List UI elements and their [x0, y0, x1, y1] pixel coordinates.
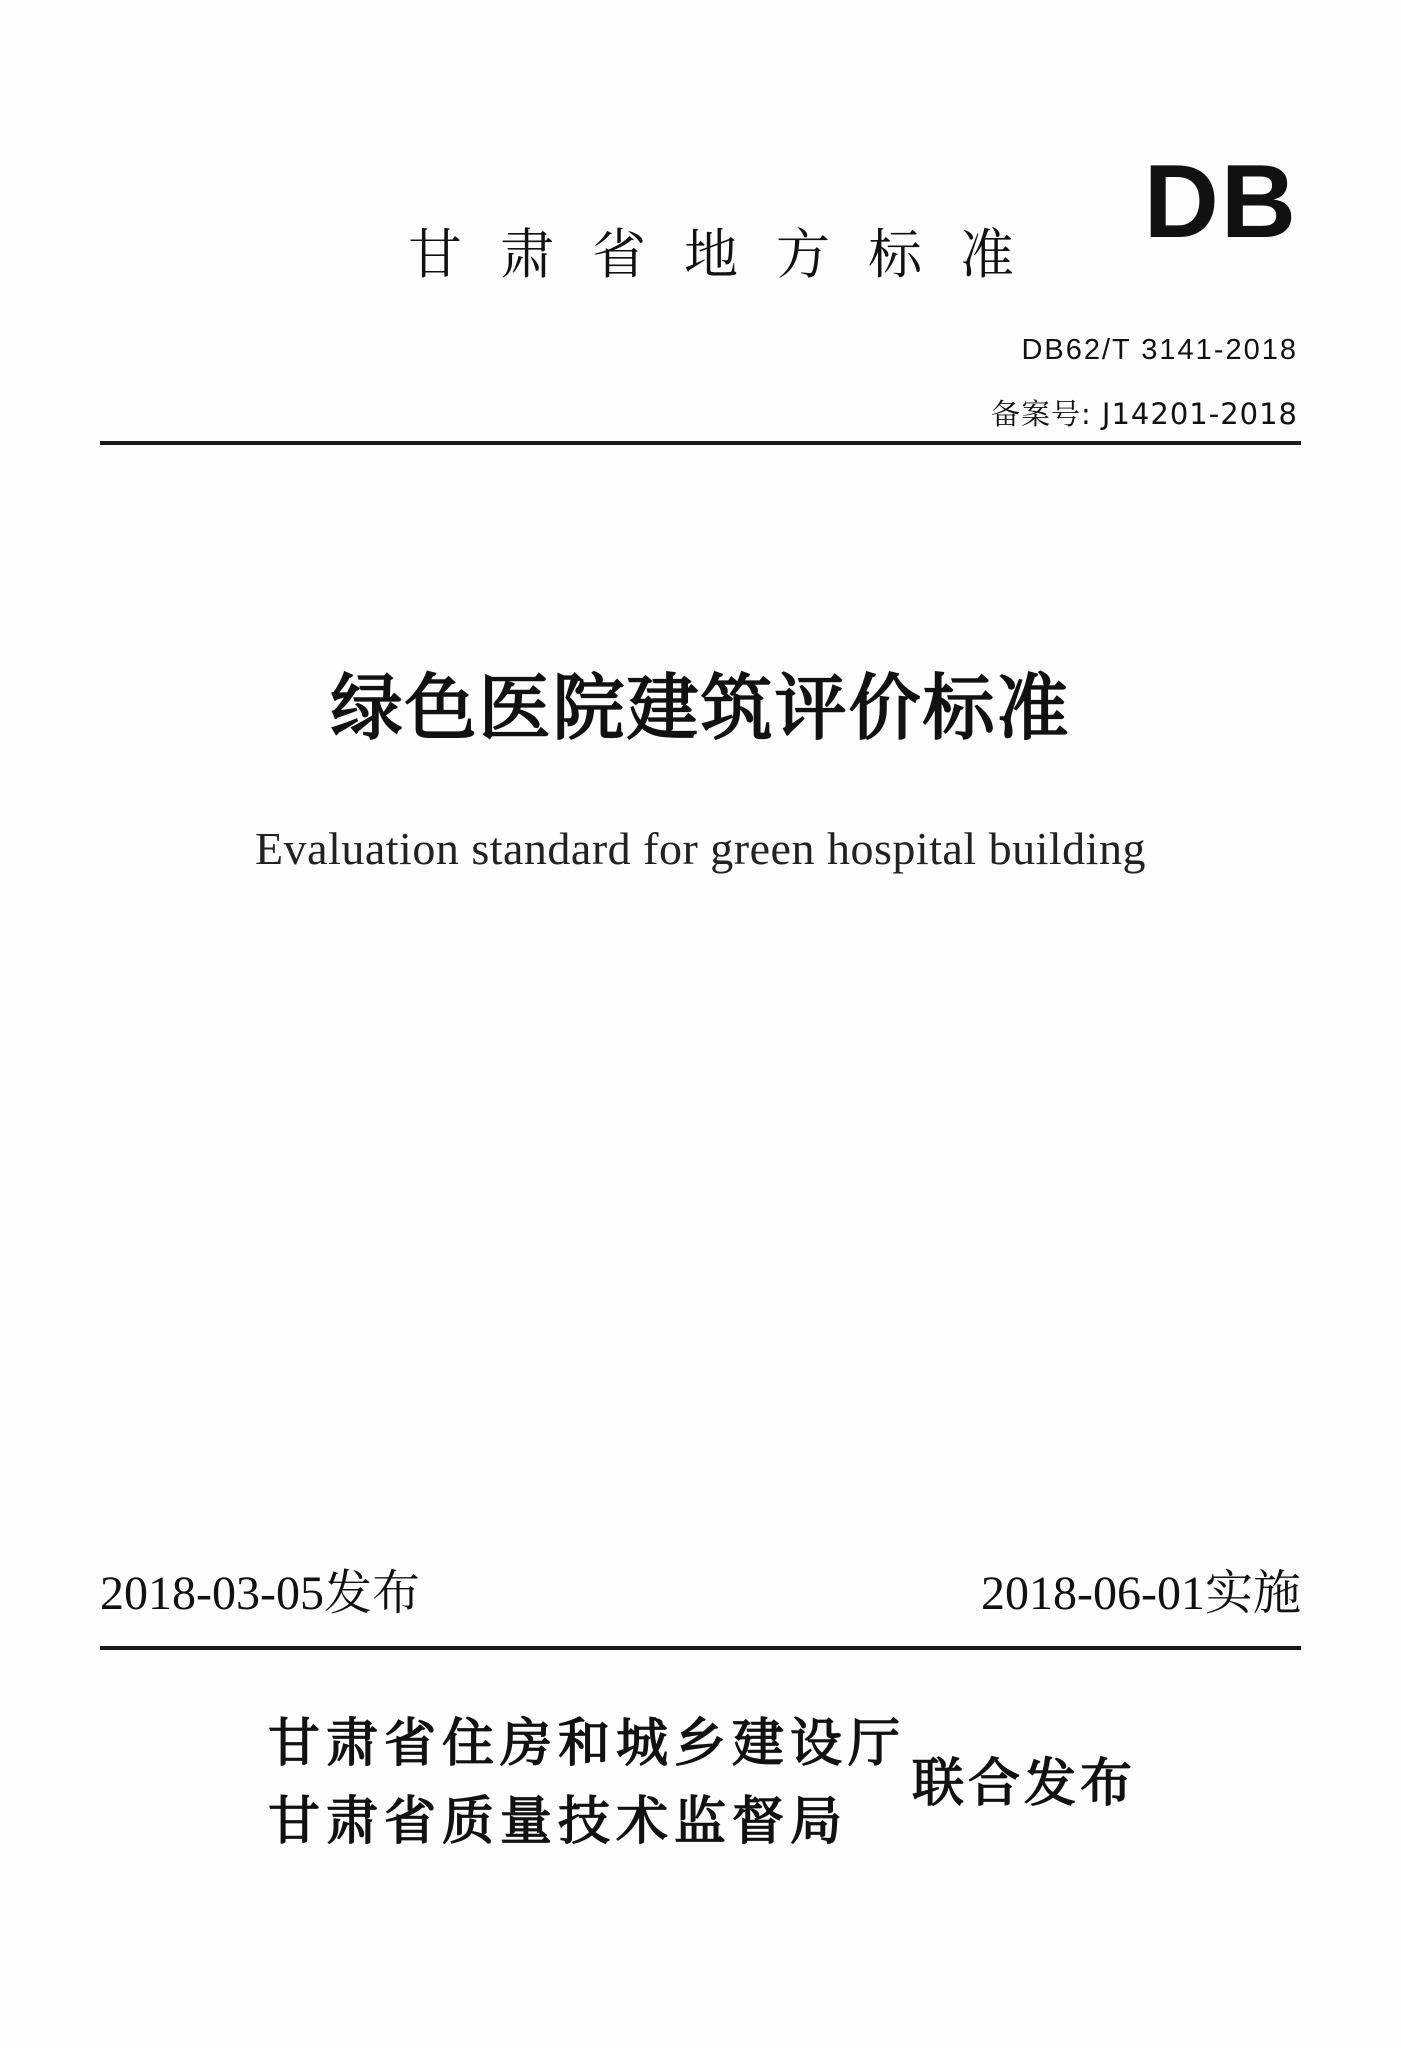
standard-code: DB62/T 3141-2018 [1021, 334, 1298, 366]
db-logo: DB [1143, 144, 1298, 260]
standard-type: 甘肃省地方标准 [408, 223, 1052, 286]
issue-date: 2018-03-05发布 [100, 1567, 420, 1620]
title-english: Evaluation standard for green hospital building [255, 823, 1146, 874]
implementation-date: 2018-06-01实施 [981, 1567, 1301, 1620]
top-divider [100, 441, 1301, 445]
record-number: 备案号: J14201-2018 [990, 397, 1298, 431]
title-chinese: 绿色医院建筑评价标准 [330, 665, 1071, 750]
bottom-divider [100, 1646, 1301, 1650]
issuer-quality-bureau: 甘肃省质量技术监督局 [268, 1792, 849, 1852]
issuer-housing-department: 甘肃省住房和城乡建设厅 [268, 1714, 907, 1774]
joint-issue-label: 联合发布 [912, 1754, 1137, 1814]
